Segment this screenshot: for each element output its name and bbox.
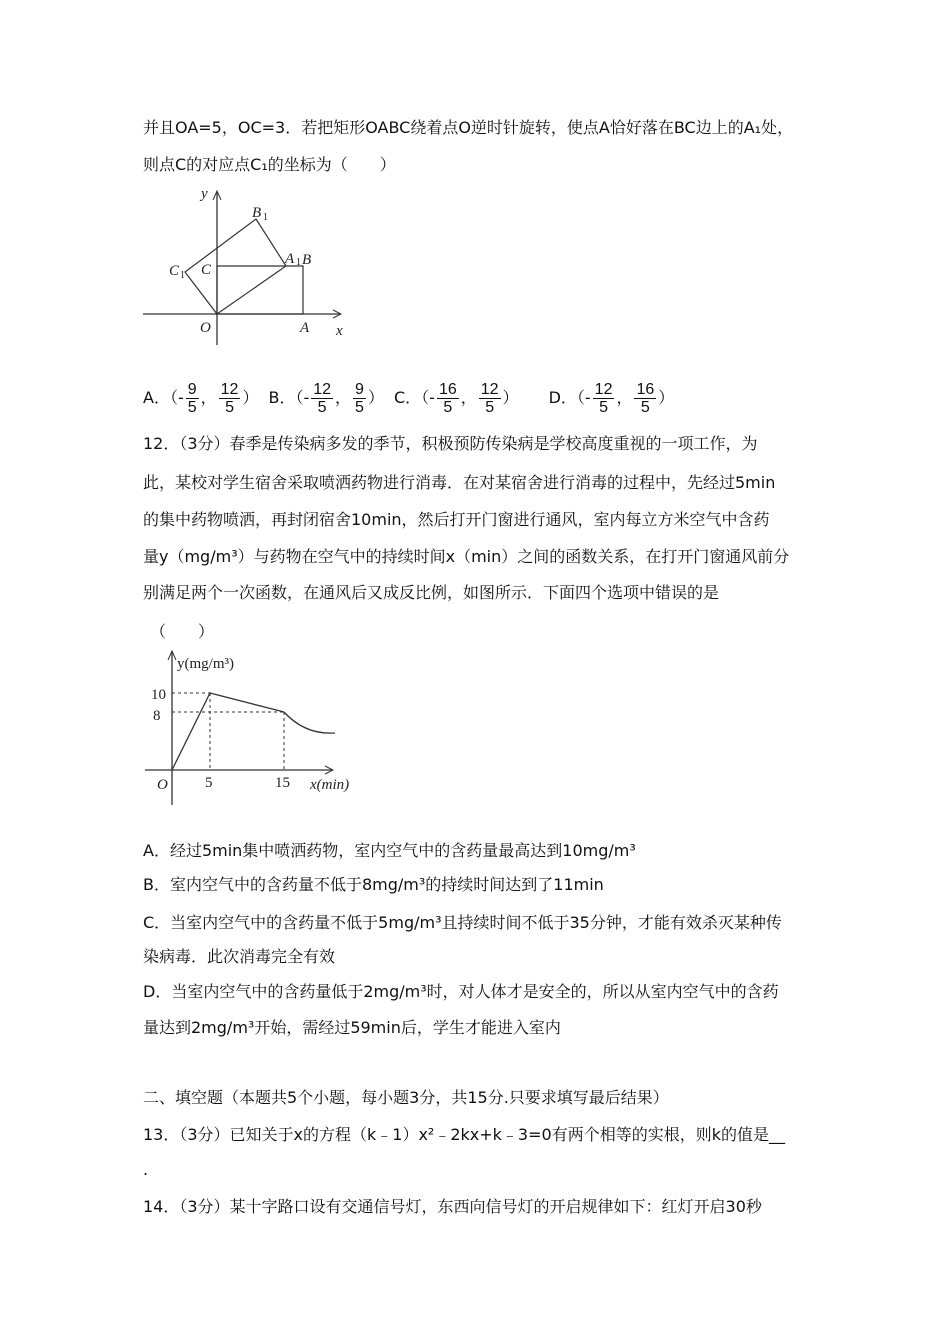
label-A1-sub: 1: [296, 257, 301, 268]
q11-figure-rotated-rectangle: [140, 180, 360, 350]
label-O: O: [200, 320, 211, 336]
label-A1: A: [285, 251, 295, 267]
tick-5: 5: [205, 775, 213, 791]
tick-15: 15: [275, 775, 290, 791]
label-C: C: [201, 262, 212, 278]
q12-text-line: 12．（3分）春季是传染病多发的季节，积极预防传染病是学校高度重视的一项工作，为: [143, 434, 758, 453]
q11-option-d[interactable]: D．（- $\frac{12}{5}$ ， $\frac{16}{5}$ ）: [548, 381, 675, 416]
label-B: B: [302, 252, 312, 268]
section2-heading: 二、填空题（本题共5个小题，每小题3分，共15分.只要求填写最后结果）: [143, 1088, 669, 1107]
q12-option-b[interactable]: B．室内空气中的含药量不低于8mg/m³的持续时间达到了11min: [143, 875, 604, 894]
q13-text-line1: 13．（3分）已知关于x的方程（k﹣1）x²﹣2kx+k﹣3=0有两个相等的实根，则k的值是__: [143, 1125, 785, 1144]
q12-text-line: （ ）: [150, 622, 215, 641]
q12-option-c[interactable]: C．当室内空气中的含药量不低于5mg/m³且持续时间不低于35分钟，才能有效杀灭某种传: [143, 913, 782, 932]
q11-option-b[interactable]: B．（- $\frac{12}{5}$ ， $\frac{9}{5}$ ）: [268, 381, 384, 416]
q12-figure-concentration-graph: [140, 640, 370, 810]
label-x-axis: x(min): [310, 777, 350, 793]
q12-option-d-cont: 量达到2mg/m³开始，需经过59min后，学生才能进入室内: [143, 1018, 561, 1037]
q12-text-line: 别满足两个一次函数，在通风后又成反比例，如图所示．下面四个选项中错误的是: [143, 583, 720, 602]
label-B1: B: [252, 205, 262, 221]
q12-option-d[interactable]: D．当室内空气中的含药量低于2mg/m³时，对人体才是安全的，所以从室内空气中的含药: [143, 982, 779, 1001]
label-x: x: [336, 323, 343, 339]
label-y: y: [201, 186, 208, 202]
label-y-axis: y(mg/m³): [177, 656, 234, 672]
q11-text-line1: 并且OA=5，OC=3．若把矩形OABC绕着点O逆时针旋转，使点A恰好落在BC边上的A₁处，: [143, 118, 794, 137]
q12-text-line: 的集中药物喷洒，再封闭宿舍10min，然后打开门窗进行通风，室内每立方米空气中含药: [143, 510, 770, 529]
q13-text-line2: .: [143, 1160, 149, 1179]
label-A: A: [300, 320, 310, 336]
q11-option-a[interactable]: A．（- $\frac{9}{5}$ ， $\frac{12}{5}$ ）: [143, 381, 259, 416]
q11-option-c[interactable]: C．（- $\frac{16}{5}$ ， $\frac{12}{5}$ ）: [393, 381, 519, 416]
tick-10: 10: [151, 687, 166, 703]
q14-text-line1: 14．（3分）某十字路口设有交通信号灯，东西向信号灯的开启规律如下：红灯开启30秒: [143, 1197, 762, 1216]
q12-option-a[interactable]: A．经过5min集中喷洒药物，室内空气中的含药量最高达到10mg/m³: [143, 841, 636, 860]
tick-8: 8: [153, 708, 161, 724]
label-B1-sub: 1: [263, 212, 268, 223]
label-O: O: [157, 777, 168, 793]
label-C1-sub: 1: [180, 270, 185, 281]
q11-options: [143, 378, 684, 418]
q12-option-c-cont: 染病毒．此次消毒完全有效: [143, 947, 336, 966]
q12-text-line: 此，某校对学生宿舍采取喷洒药物进行消毒．在对某宿舍进行消毒的过程中，先经过5min: [143, 473, 776, 492]
label-C1: C: [169, 263, 180, 279]
q12-text-line: 量y（mg/m³）与药物在空气中的持续时间x（min）之间的函数关系，在打开门窗通风前分: [143, 547, 790, 566]
q11-text-line2: 则点C的对应点C₁的坐标为（ ）: [143, 155, 396, 174]
